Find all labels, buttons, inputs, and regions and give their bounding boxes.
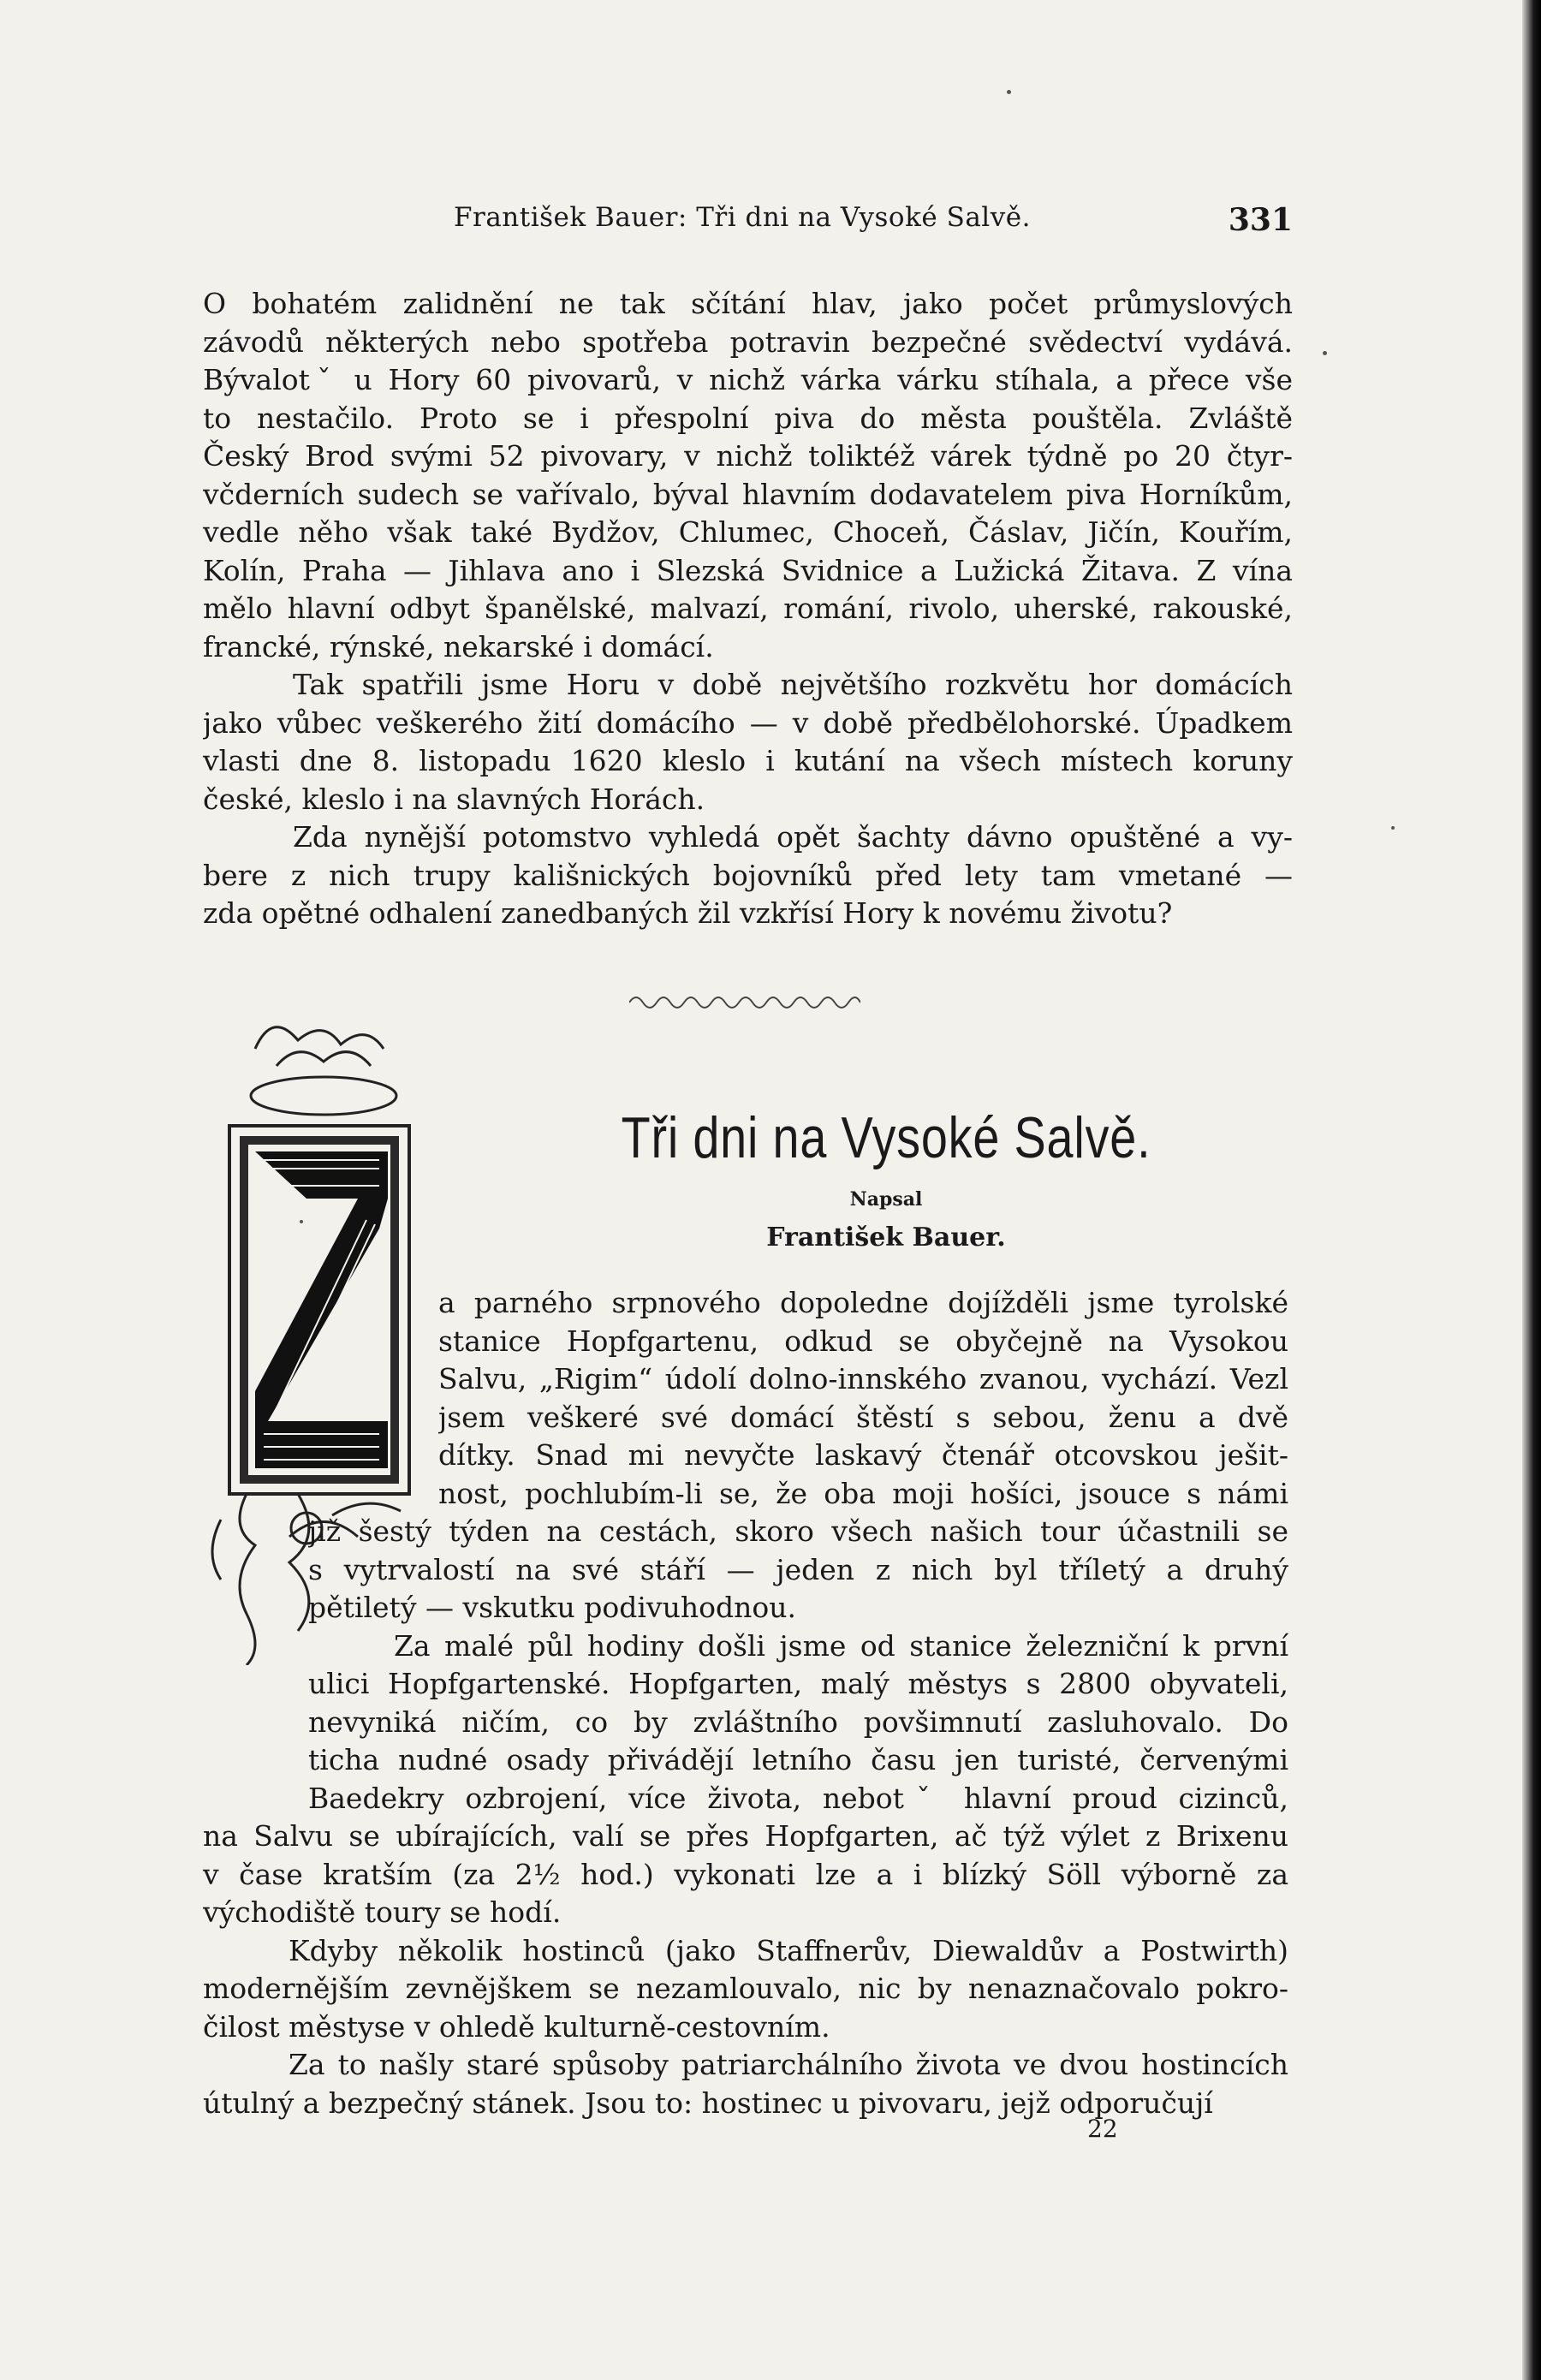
running-header (454, 195, 1293, 247)
speck (1007, 90, 1011, 94)
article-text-full (203, 1818, 1288, 2122)
text-line: Bývalotˇ u Hory 60 pivovarů, v nichž várka várku stíhala, a přece vše (203, 363, 1293, 396)
text-line: dítky. Snad mi nevyčte laskavý čtenář otcovskou ješit- (438, 1438, 1288, 1472)
text-line: východiště toury se hodí. (203, 1895, 562, 1929)
text-line: jako vůbec veškerého žití domácího — v době předbělohorské. Úpadkem (203, 705, 1293, 740)
text-line: Za malé půl hodiny došli jsme od stanice železniční k první (394, 1628, 1288, 1663)
text-line: ticha nudné osady přivádějí letního času jen turisté, červenými (308, 1743, 1288, 1776)
text-line: Baedekry ozbrojení, více života, nebotˇ hlavní proud cizinců, (308, 1781, 1288, 1815)
page-number: 331 (1228, 202, 1293, 238)
text-line: a parného srpnového dopoledne dojížděli jsme tyrolské (438, 1286, 1288, 1319)
page-edge (1522, 0, 1541, 2380)
text-line: české, kleslo i na slavných Horách. (203, 782, 705, 816)
author: František Bauer. (766, 1223, 1006, 1252)
text-line: mělo hlavní odbyt španělské, malvazí, romání, rivolo, uherské, rakouské, (203, 592, 1293, 625)
text-line: Za to našly staré spůsoby patriarchálního života ve dvou hostincích (289, 2048, 1288, 2081)
text-line: francké, rýnské, nekarské i domácí. (203, 629, 714, 663)
speck (1323, 351, 1327, 355)
previous-article-text (203, 285, 1293, 933)
text-line: modernějším zevnějškem se nezamlouvalo, nic by nenaznačovalo pokro- (203, 1972, 1288, 2005)
text-line: čilost městyse v ohledě kulturně-cestovním. (203, 2009, 830, 2044)
text-line: vlasti dne 8. listopadu 1620 kleslo i kutání na všech místech koruny (203, 744, 1293, 777)
text-line: závodů některých nebo spotřeba potravin bezpečné svědectví vydává. (203, 324, 1293, 359)
text-line: Tak spatřili jsme Horu v době největšího rozkvětu hor domácích (293, 668, 1293, 701)
text-line: vedle něho však také Bydžov, Chlumec, Choceň, Čáslav, Jičín, Kouřím, (203, 515, 1293, 549)
text-line: to nestačilo. Proto se i přespolní piva do města pouštěla. Zvláště (203, 401, 1293, 435)
text-line: jsem veškeré své domácí štěstí s sebou, ženu a dvě (438, 1400, 1288, 1434)
speck (300, 1220, 303, 1223)
text-line: O bohatém zalidnění ne tak sčítání hlav, jako počet průmyslových (203, 287, 1293, 320)
signature-mark: 22 (1087, 2115, 1118, 2143)
text-line: Kolín, Praha — Jihlava ano i Slezská Svidnice a Lužická Žitava. Z vína (203, 553, 1293, 587)
wave-ornament-divider (629, 991, 860, 1014)
article-title: Tři dni na Vysoké Salvě. (621, 1105, 1151, 1170)
text-line: s vytrvalostí na své stáří — jeden z nich byl tříletý a druhý (308, 1552, 1288, 1586)
byline: Napsal (849, 1188, 923, 1211)
text-line: útulný a bezpečný stánek. Jsou to: hostinec u pivovaru, jejž odporučují (203, 2085, 1213, 2120)
text-line: ulici Hopfgartenské. Hopfgarten, malý městys s 2800 obyvateli, (308, 1667, 1288, 1700)
text-line: v čase kratším (za 2½ hod.) vykonati lze a i blízký Söll výborně za (203, 1857, 1288, 1891)
text-line: Zda nynější potomstvo vyhledá opět šachty dávno opuštěné a vy- (293, 820, 1293, 854)
text-line: nevyniká ničím, co by zvláštního povšimnutí zasluhovalo. Do (308, 1705, 1288, 1739)
text-line: stanice Hopfgartenu, odkud se obyčejně na Vysokou (438, 1324, 1288, 1358)
article-text-narrow (438, 1284, 1288, 1513)
text-line: včderních sudech se vařívalo, býval hlavním dodavatelem piva Horníkům, (203, 477, 1293, 511)
text-line: již šestý týden na cestách, skoro všech našich tour účastnili se (308, 1514, 1288, 1548)
text-line: na Salvu se ubírajících, valí se přes Hopfgarten, ač týž výlet z Brixenu (203, 1819, 1288, 1853)
text-line: pětiletý — vskutku podivuhodnou. (308, 1591, 796, 1624)
text-line: nost, pochlubím-li se, že oba moji hošíci, jsouce s námi (438, 1476, 1288, 1510)
text-line: Český Brod svými 52 pivovary, v nichž toliktéž várek týdně po 20 čtyr- (203, 439, 1293, 473)
article-text-medium (308, 1513, 1288, 1818)
text-line: zda opětné odhalení zanedbaných žil vzkřísí Hory k novému životu? (203, 896, 1173, 930)
text-line: Kdyby několik hostinců (jako Staffnerův, Diewaldův a Postwirth) (289, 1933, 1288, 1967)
running-title: František Bauer: Tři dni na Vysoké Salvě. (454, 202, 1031, 233)
text-line: bere z nich trupy kališnických bojovníků před lety tam vmetané — (203, 858, 1293, 892)
speck (1391, 826, 1395, 830)
text-line: Salvu, „Rigim“ údolí dolno-innského zvanou, vychází. Vezl (438, 1362, 1288, 1395)
